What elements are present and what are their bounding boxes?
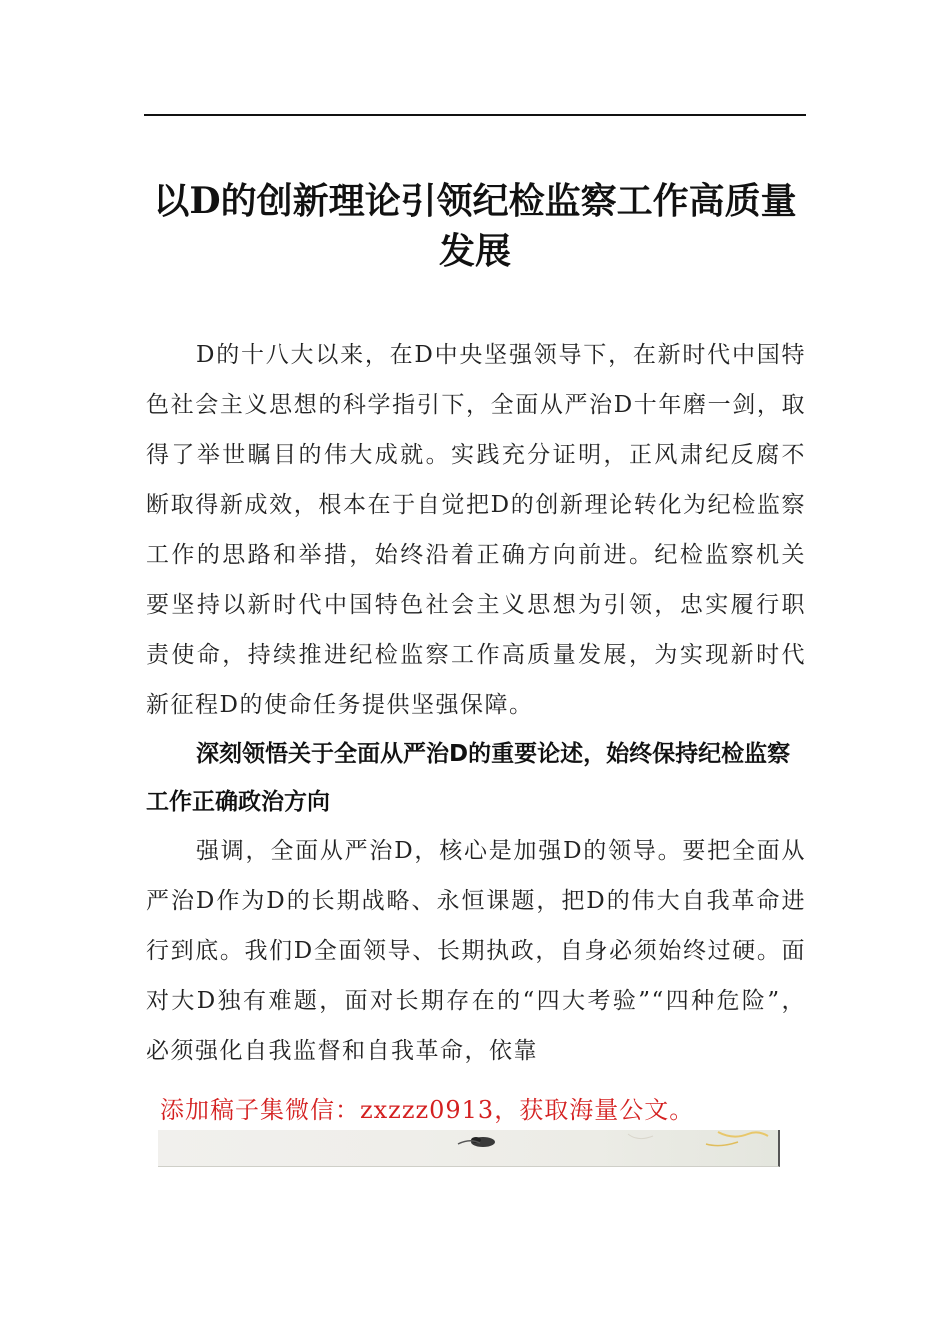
- header-rule: [144, 114, 806, 116]
- section-heading: 深刻领悟关于全面从严治D的重要论述，始终保持纪检监察工作正确政治方向: [146, 741, 791, 815]
- promo-text: 添加稿子集微信：zxzzz0913，获取海量公文。: [160, 1096, 695, 1124]
- paragraph-intro: D的十八大以来，在D中央坚强领导下，在新时代中国特色社会主义思想的科学指引下，全面从严治D十年磨一剑，取得了举世瞩目的伟大成就。实践充分证明，正风肃纪反腐不断取得新成效，根本在于自觉把D的创新理论转化为纪检监察工作的思路和举措，始终沿着正确方向前进。纪检监察机关要坚持以新时代中国特色社会主义思想为引领，忠实履行职责使命，持续推进纪检监察工作高质量发展，为实现新时代新征程D的使命任务提供坚强保障。: [146, 342, 806, 718]
- paragraph-section-1: 强调，全面从严治D，核心是加强D的领导。要把全面从严治D作为D的长期战略、永恒课题，把D的伟大自我革命进行到底。我们D全面领导、长期执政，自身必须始终过硬。面对大D独有难题，面对长期存在的“四大考验”“四种危险”，必须强化自我监督和自我革命，依靠: [146, 838, 806, 1064]
- decorative-banner-image: [158, 1130, 780, 1167]
- landscape-ink-icon: [158, 1130, 778, 1166]
- document-title: 以D的创新理论引领纪检监察工作高质量发展: [153, 180, 797, 272]
